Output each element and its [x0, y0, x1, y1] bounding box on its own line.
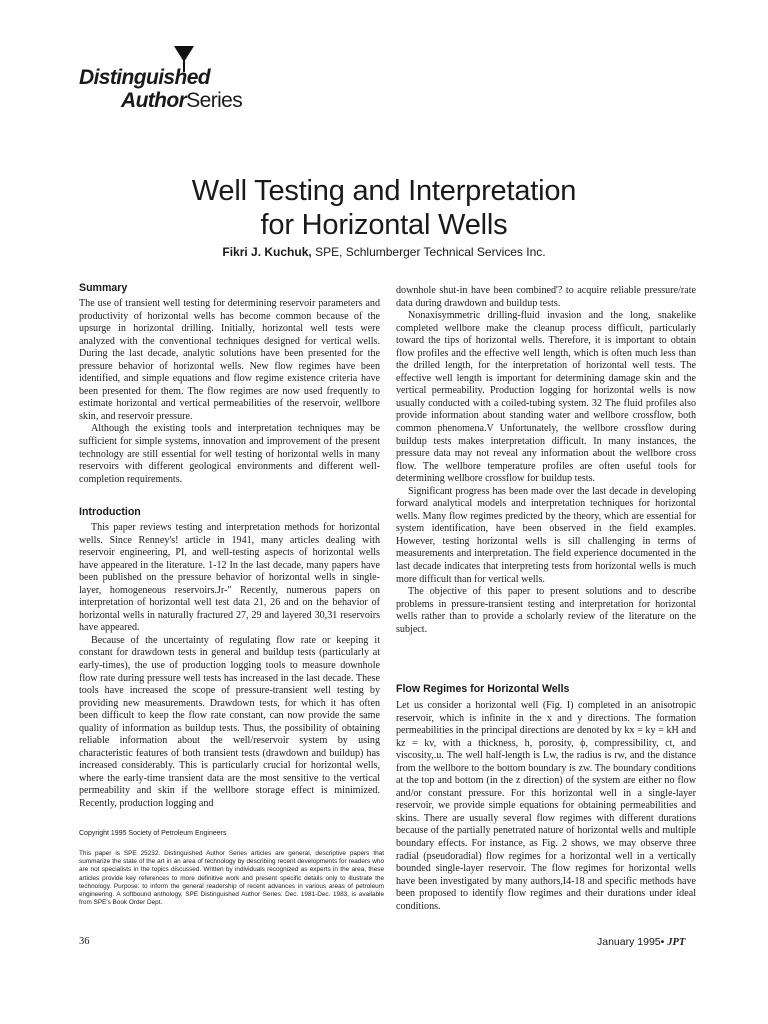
right-paragraph-4: The objective of this paper to present solutions and to describe problems in pressure-transient testing and interpretation for horizontal wells rather than to provide a scholarly review of the literature on the subject.	[396, 586, 696, 635]
author-affiliation: SPE, Schlumberger Technical Services Inc.	[315, 245, 546, 259]
summary-paragraph-2: Although the existing tools and interpretation techniques may be sufficient for simple systems, innovation and improvement of the present technology are still essential for well testing of horizontal wells in many reservoirs with different geological environments and different well-completion requirements.	[79, 423, 380, 485]
flow-regimes-text	[396, 700, 696, 913]
introduction-heading: Introduction	[79, 506, 141, 518]
introduction-text	[79, 522, 380, 811]
intro-paragraph-1: This paper reviews testing and interpretation methods for horizontal wells. Since Renney's! article in 1941, many articles dealing with reservoir engineering, PI, and well-testing aspects of horizontal wells have appeared in the literature. 1-12 In the last decade, many papers have been published on the pressure behavior of horizontal wells in single-layer, homogeneous reservoirs.Jr-" Recently, numerous papers on interpretation of horizontal well test data 21, 26 and on the behavior of horizontal wells in naturally fractured 27, 29 and layered 30,31 reservoirs have appeared.	[79, 522, 380, 634]
footnote-text: This paper is SPE 25232. Distinguished Author Series articles are general, descriptive papers that summarize the state of the art in an area of technology by describing recent developments for readers who are not specialists in the topics discussed. Written by individuals recognized as experts in the area, these articles provide key references to more definitive work and present specific details only to illustrate the technology. Purpose: to inform the general readership of recent advances in various areas of petroleum engineering. A softbound anthology, SPE Distinguished Author Series: Dec. 1981-Dec. 1983, is available from SPE's Book Order Dept.	[79, 850, 384, 907]
title-line-2: for Horizontal Wells	[260, 209, 508, 241]
right-paragraph-5: Let us consider a horizontal well (Fig. I) completed in an anisotropic reservoir, which is infinite in the x and y directions. The formation permeabilities in the principal directions are denoted by kx = ky = kH and kz = kv, with a thickness, h, porosity, ϕ, compressibility, ct, and viscosity,.u. The well half-length is Lw, the radius is rw, and the distance from the wellbore to the bottom boundary is zw. The boundary conditions at the top and bottom (in the z direction) of the system are either no flow and/or constant pressure. For this horizontal well in a single-layer reservoir, we provide simple equations for obtaining permeabilities and skins. There are usually several flow regimes with different durations because of the partially penetrated nature of horizontal wells and multiple boundary effects. For instance, as Fig. 2 shows, we may observe three radial (pseudoradial) flow regimes for a horizontal well in a vertically bounded single-layer reservoir. The flow regimes for horizontal wells have been investigated by many authors,I4-18 and specific methods have been proposed to identify flow regimes and their durations under ideal conditions.	[396, 700, 696, 912]
issue-date-text: January 1995•	[597, 936, 665, 948]
right-paragraph-2: Nonaxisymmetric drilling-fluid invasion and the long, snakelike completed wellbore make the cleanup process difficult, particularly toward the tips of horizontal wells. Therefore, it is important to obtain flow profiles and the effective well length, which is often much less than the drilled length, for the interpretation of horizontal well tests. The effective well length is important for determining damage skin and the vertical permeability. Production logging for horizontal wells is now usually conducted with a coiled-tubing system. 32 The fluid profiles also provide information about standing water and wellbore crossflow, both common phenomena.V Unfortunately, the wellbore crossflow during buildup tests makes interpretation difficult. In many instances, the pressure data may not reveal any information about the wellbore cross flow. The wellbore temperature profiles are often useful tools for determining wellbore crossflow for buildup tests.	[396, 310, 696, 485]
right-paragraph-1: downhole shut-in have been combined'? to acquire reliable pressure/rate data during drawdown and buildup tests.	[396, 285, 696, 309]
series-logo-author: Author	[121, 89, 187, 112]
series-logo-series: Series	[186, 89, 243, 112]
summary-paragraph-1: The use of transient well testing for determining reservoir parameters and productivity of horizontal wells has become common because of the upsurge in horizontal drilling. Initially, horizontal well tests were analyzed with the conventional techniques designed for vertical wells. During the last decade, analytic solutions have been presented for the pressure behavior of horizontal wells. New flow regimes have been identified, and simple equations and flow regime existence criteria have been presented for them. The flow regimes are now used frequently to estimate horizontal and vertical permeabilities of the reservoir, wellbore skin, and reservoir pressure.	[79, 298, 380, 422]
article-title	[0, 174, 768, 242]
title-line-1: Well Testing and Interpretation	[191, 175, 577, 207]
intro-paragraph-2: Because of the uncertainty of regulating flow rate or keeping it constant for drawdown tests in general and buildup tests (particularly at early-times), the use of production logging tools to measure downhole flow rate during pressure well tests has increased in the last decade. These tools have increased the scope of pressure-transient well testing by providing new measurements. Drawdown tests, for which it has often been difficult to keep the flow rate constant, can now provide the same quality of information as buildup tests. Thus, the possibility of obtaining reliable information about the well/reservoir system by using characteristic features of both transient tests (drawdown and buildup) has increased considerably. This is particularly crucial for horizontal wells, where the early-time transient data are the most sensitive to the vertical permeability and skin if the wellbore storage effect is minimized. Recently, production logging and	[79, 634, 380, 810]
right-paragraph-3: Significant progress has been made over the last decade in developing forward analytical models and interpretation techniques for horizontal wells. Many flow regimes predicted by the theory, which are essential for system identification, have been observed in the field examples. However, testing horizontal wells is sill challenging in terms of measurements and interpretation. The field experience documented in the last decade indicates that interpreting tests from horizontal wells is much more difficult than for vertical wells.	[396, 485, 696, 585]
author-name: Fikri J. Kuchuk,	[222, 245, 312, 259]
issue-date	[597, 936, 685, 948]
copyright-notice: Copyright 1995 Society of Petroleum Engineers	[79, 830, 227, 837]
summary-text	[79, 298, 380, 486]
author-byline	[0, 245, 768, 259]
series-logo-line2	[121, 89, 242, 113]
summary-heading: Summary	[79, 282, 128, 294]
journal-logo: JPT	[667, 937, 686, 948]
series-logo-line1: Distinguished	[79, 66, 211, 89]
right-column-text	[396, 285, 696, 636]
page-number: 36	[79, 936, 90, 947]
flow-regimes-heading: Flow Regimes for Horizontal Wells	[396, 683, 570, 695]
